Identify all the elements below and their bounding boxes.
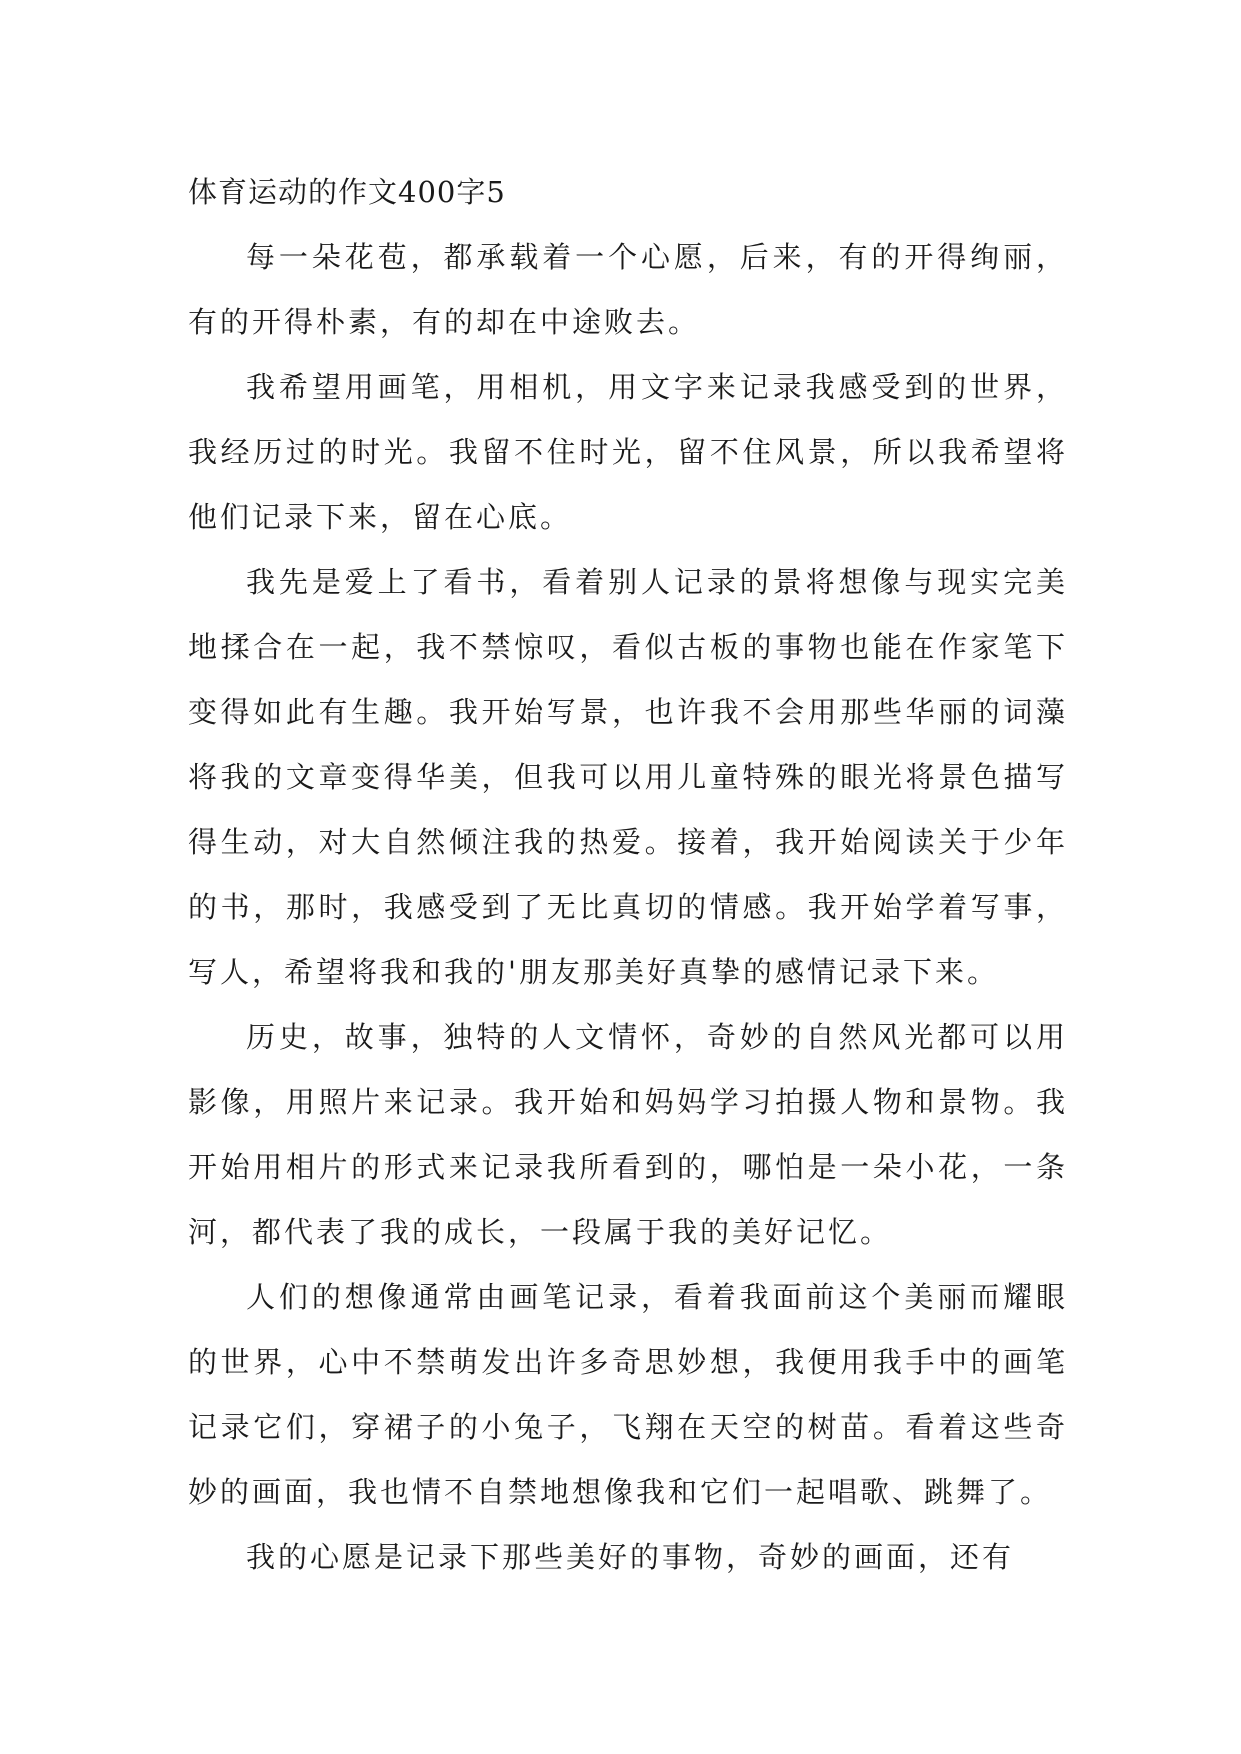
paragraph-5: 人们的想像通常由画笔记录，看着我面前这个美丽而耀眼的世界，心中不禁萌发出许多奇思妙想，我便用我手中的画笔记录它们，穿裙子的小兔子，飞翔在天空的树苗。看着这些奇妙的画面，我也情不自禁地想像我和它们一起唱歌、跳舞了。	[188, 1280, 1068, 1509]
paragraph-1: 每一朵花苞，都承载着一个心愿，后来，有的开得绚丽，有的开得朴素，有的却在中途败去。	[188, 240, 1068, 339]
paragraph-6: 我的心愿是记录下那些美好的事物，奇妙的画面，还有	[246, 1540, 1015, 1574]
paragraph-2: 我希望用画笔，用相机，用文字来记录我感受到的世界，我经历过的时光。我留不住时光，留不住风景，所以我希望将他们记录下来，留在心底。	[188, 370, 1068, 534]
document-title: 体育运动的作文400字5	[188, 175, 506, 209]
paragraph-4: 历史，故事，独特的人文情怀，奇妙的自然风光都可以用影像，用照片来记录。我开始和妈妈学习拍摄人物和景物。我开始用相片的形式来记录我所看到的，哪怕是一朵小花，一条河，都代表了我的成长，一段属于我的美好记忆。	[188, 1020, 1068, 1249]
document-body	[188, 160, 1068, 1590]
paragraph-3: 我先是爱上了看书，看着别人记录的景将想像与现实完美地揉合在一起，我不禁惊叹，看似古板的事物也能在作家笔下变得如此有生趣。我开始写景，也许我不会用那些华丽的词藻将我的文章变得华美，但我可以用儿童特殊的眼光将景色描写得生动，对大自然倾注我的热爱。接着，我开始阅读关于少年的书，那时，我感受到了无比真切的情感。我开始学着写事，写人，希望将我和我的'朋友那美好真挚的感情记录下来。	[188, 565, 1068, 989]
